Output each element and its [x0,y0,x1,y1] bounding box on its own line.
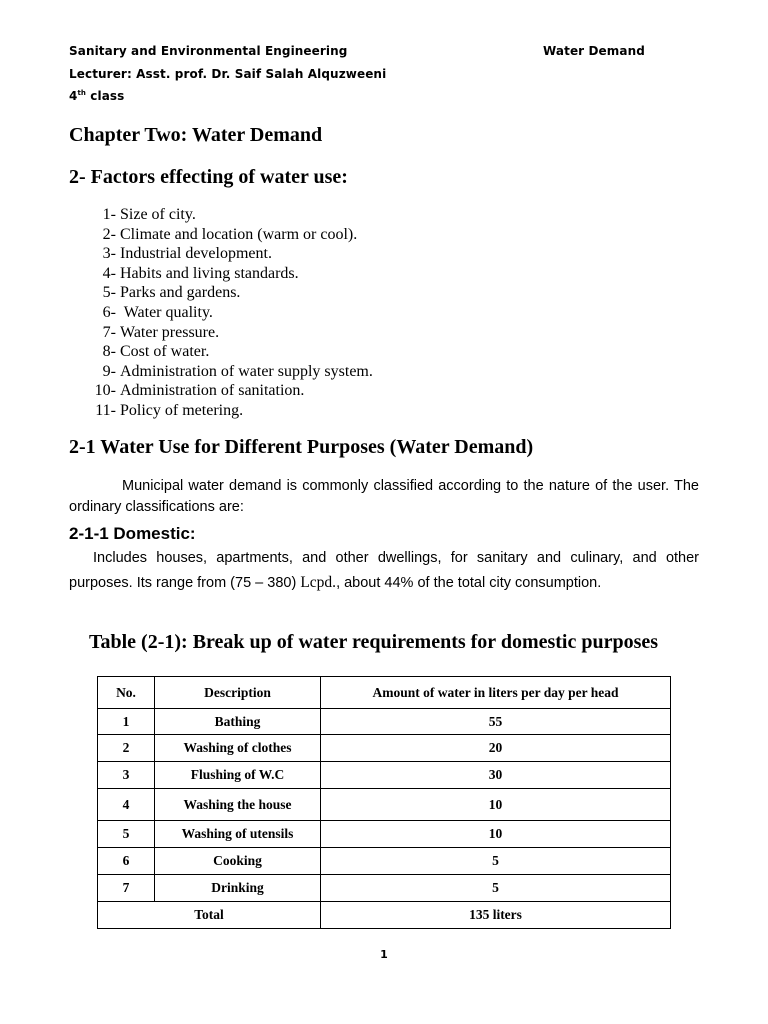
total-label-cell: Total [98,902,321,929]
list-item [69,264,373,284]
list-item-text: Climate and location (warm or cool). [120,225,358,243]
list-item-number: 9- [102,362,116,380]
cell-amount: 5 [321,848,671,875]
page-number: 1 [380,948,388,961]
water-requirements-table [97,676,671,929]
list-item-text: Industrial development. [120,245,272,263]
running-header-class [69,89,124,103]
list-item-text: Cost of water. [120,343,210,361]
cell-amount: 20 [321,735,671,762]
list-item-number: 4- [102,264,116,282]
list-item-number: 6- [102,303,116,321]
cell-no: 6 [98,848,155,875]
cell-description: Washing of clothes [155,735,321,762]
cell-amount: 55 [321,709,671,735]
table-row [98,709,671,735]
list-item [69,303,373,323]
cell-amount: 5 [321,875,671,902]
list-item-number: 5- [102,284,116,302]
table-row [98,735,671,762]
cell-no: 7 [98,875,155,902]
table-row [98,821,671,848]
cell-amount: 30 [321,762,671,789]
factors-heading: 2- Factors effecting of water use: [69,166,348,188]
list-item-text: Habits and living standards. [120,264,299,282]
header-cell-amount: Amount of water in liters per day per head [321,677,671,709]
table-caption: Table (2-1): Break up of water requirements for domestic purposes [89,631,659,653]
factors-list [69,205,373,421]
section-2-1-1-heading: 2-1-1 Domestic: [69,524,196,543]
list-item-number: 8- [102,343,116,361]
cell-amount: 10 [321,821,671,848]
class-superscript: th [77,89,86,97]
class-word: class [85,89,125,103]
running-header-lecturer: Lecturer: Asst. prof. Dr. Saif Salah Alquzweeni [69,67,387,81]
table-row [98,762,671,789]
list-item [69,362,373,382]
list-item-number: 10- [94,382,116,400]
list-item-text: Size of city. [120,206,196,223]
list-item-text: Administration of sanitation. [120,382,305,400]
cell-description: Bathing [155,709,321,735]
list-item-text: Administration of water supply system. [120,362,373,380]
list-item-text: Water quality. [120,303,213,321]
list-item-number: 3- [102,245,116,263]
list-item-text: Water pressure. [120,323,220,341]
cell-no: 2 [98,735,155,762]
domestic-paragraph [69,547,699,595]
domestic-text-start: Includes houses, apartments, and other dwellings, for sanitary and culinary, and other purposes. Its range from (75 – 380) [69,550,699,591]
domestic-text-end: , about 44% of the total city consumption. [336,574,602,591]
list-item [69,342,373,362]
cell-description: Washing the house [155,789,321,821]
class-number: 4 [69,89,78,103]
header-cell-no: No. [98,677,155,709]
list-item [69,323,373,343]
cell-amount: 10 [321,789,671,821]
cell-no: 3 [98,762,155,789]
cell-description: Cooking [155,848,321,875]
domestic-unit: Lcpd. [300,573,337,591]
table-row [98,789,671,821]
section-2-1-heading: 2-1 Water Use for Different Purposes (Water Demand) [69,436,534,458]
running-header-topic: Water Demand [543,44,645,58]
running-header-course: Sanitary and Environmental Engineering [69,44,348,58]
list-item-text: Parks and gardens. [120,284,241,302]
cell-no: 1 [98,709,155,735]
total-value-cell: 135 liters [321,902,671,929]
list-item [69,225,373,245]
table-total-row [98,902,671,929]
list-item-number: 1- [102,206,116,223]
cell-description: Flushing of W.C [155,762,321,789]
list-item [69,205,373,225]
list-item [69,381,373,401]
cell-no: 5 [98,821,155,848]
list-item [69,244,373,264]
header-cell-description: Description [155,677,321,709]
list-item-text: Policy of metering. [120,401,244,419]
table-row [98,848,671,875]
cell-description: Washing of utensils [155,821,321,848]
chapter-title: Chapter Two: Water Demand [69,124,323,146]
cell-no: 4 [98,789,155,821]
table-header-row [98,677,671,709]
list-item-number: 2- [102,225,116,243]
list-item-number: 11- [95,401,116,419]
section-2-1-intro: Municipal water demand is commonly classified according to the nature of the user. The ordinary classifications are: [69,478,699,515]
cell-description: Drinking [155,875,321,902]
list-item [69,283,373,303]
list-item-number: 7- [102,323,116,341]
table-row [98,875,671,902]
list-item [69,401,373,421]
